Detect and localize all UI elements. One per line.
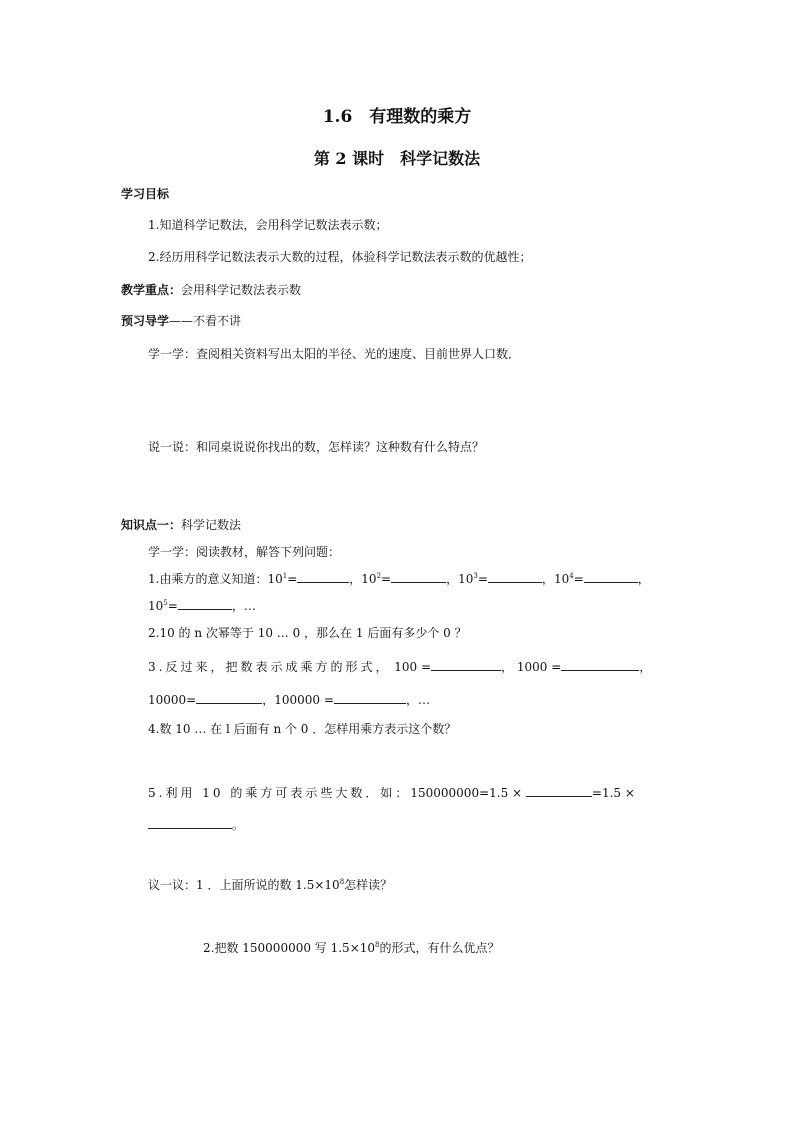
q1-sep: ，	[446, 572, 459, 586]
focus-label: 教学重点：	[121, 283, 182, 297]
answer-blank[interactable]	[196, 691, 262, 704]
answer-blank[interactable]	[391, 570, 446, 583]
q1-sep: ，	[349, 572, 362, 586]
question-1	[148, 570, 650, 587]
knowledge-line	[121, 517, 241, 533]
q5-expr: 150000000=1.5 ×	[410, 786, 523, 800]
q1-exp: 2	[376, 572, 382, 580]
discuss2-post: 的形式，有什么优点？	[379, 941, 500, 955]
q1-eq: =	[573, 572, 584, 586]
learn-prompt-2: 学一学：阅读教材，解答下列问题：	[148, 545, 341, 559]
answer-blank[interactable]	[297, 570, 349, 583]
q1-base: 10	[553, 572, 570, 586]
q3-ellipsis: ，…	[405, 693, 430, 707]
q3-sep: ，	[501, 660, 514, 674]
answer-blank[interactable]	[178, 597, 232, 610]
discuss2-exp: 8	[375, 941, 380, 949]
question-1-cont	[148, 597, 256, 614]
q1-ellipsis: ，…	[231, 599, 256, 613]
q1-eq: =	[477, 572, 488, 586]
answer-blank[interactable]	[148, 816, 232, 829]
question-2: 2.10 的 n 次幂等于 10 … 0 ，那么在 1 后面有多少个 0 ？	[148, 626, 467, 640]
discuss-prompt-1	[148, 877, 392, 893]
knowledge-label: 知识点一：	[121, 518, 182, 532]
q3-sep: ，	[639, 660, 652, 674]
q1-base: 10	[148, 599, 164, 613]
question-5-cont	[148, 816, 244, 833]
answer-blank[interactable]	[431, 658, 501, 671]
q1-base: 10	[267, 572, 283, 586]
preview-text: ——不看不讲	[169, 314, 242, 328]
objective-item-2: 2.经历用科学记数法表示大数的过程，体验科学记数法表示数的优越性；	[148, 250, 532, 264]
q5-lead: 5.利用 10 的乘方可表示些大数．如：	[148, 786, 411, 800]
q1-base: 10	[361, 572, 377, 586]
preview-line	[121, 313, 241, 329]
q5-mid: =1.5 ×	[591, 786, 635, 800]
focus-line	[121, 282, 301, 298]
q1-eq: =	[287, 572, 298, 586]
discuss-post: 怎样读？	[344, 878, 393, 892]
question-4: 4.数 10 … 在 l 后面有 n 个 0 ．怎样用乘方表示这个数？	[148, 722, 457, 736]
answer-blank[interactable]	[488, 570, 542, 583]
q3-sep: ，	[262, 693, 275, 707]
q5-end: 。	[232, 818, 245, 832]
q1-exp: 5	[163, 599, 168, 607]
focus-text: 会用科学记数法表示数	[181, 283, 302, 297]
q3-b: 1000 =	[516, 660, 562, 674]
discuss2-pre: 2.把数 150000000 写 1.5×10	[203, 941, 376, 955]
q3-c: 10000=	[148, 693, 197, 707]
objective-item-1: 1.知道科学记数法，会用科学记数法表示数；	[148, 218, 388, 232]
q1-sep: ，	[541, 572, 554, 586]
q1-exp: 1	[282, 572, 288, 580]
page-subtitle: 第 2 课时 科学记数法	[313, 149, 481, 168]
objectives-heading: 学习目标	[121, 187, 170, 201]
q1-exp: 3	[473, 572, 478, 580]
q1-lead: 1.由乘方的意义知道：	[148, 572, 268, 586]
q1-eq: =	[167, 599, 178, 613]
answer-blank[interactable]	[526, 784, 592, 797]
q1-sep: ，	[637, 572, 650, 586]
preview-label: 预习导学	[121, 314, 170, 328]
answer-blank[interactable]	[561, 658, 639, 671]
discuss-exp: 8	[339, 878, 345, 886]
question-3-cont	[148, 691, 430, 708]
answer-blank[interactable]	[584, 570, 638, 583]
discuss-prompt-2	[203, 940, 500, 956]
q1-eq: =	[381, 572, 392, 586]
q1-base: 10	[458, 572, 474, 586]
discuss-pre: 议一议：1 ．上面所说的数 1.5×10	[148, 878, 340, 892]
learn-prompt-1: 学一学：查阅相关资料写出太阳的半径、光的速度、目前世界人口数．	[148, 347, 521, 361]
question-3	[148, 658, 651, 675]
page-title: 1.6 有理数的乘方	[322, 107, 472, 127]
answer-blank[interactable]	[334, 691, 406, 704]
q3-a: 100 =	[394, 660, 432, 674]
q3-d: 100000 =	[274, 693, 334, 707]
q1-exp: 4	[569, 572, 574, 580]
talk-prompt: 说一说：和同桌说说你找出的数，怎样读？这种数有什么特点？	[148, 440, 485, 454]
knowledge-text: 科学记数法	[181, 518, 242, 532]
q3-lead: 3.反过来，把数表示成乘方的形式，	[148, 660, 391, 674]
question-5	[148, 784, 635, 801]
